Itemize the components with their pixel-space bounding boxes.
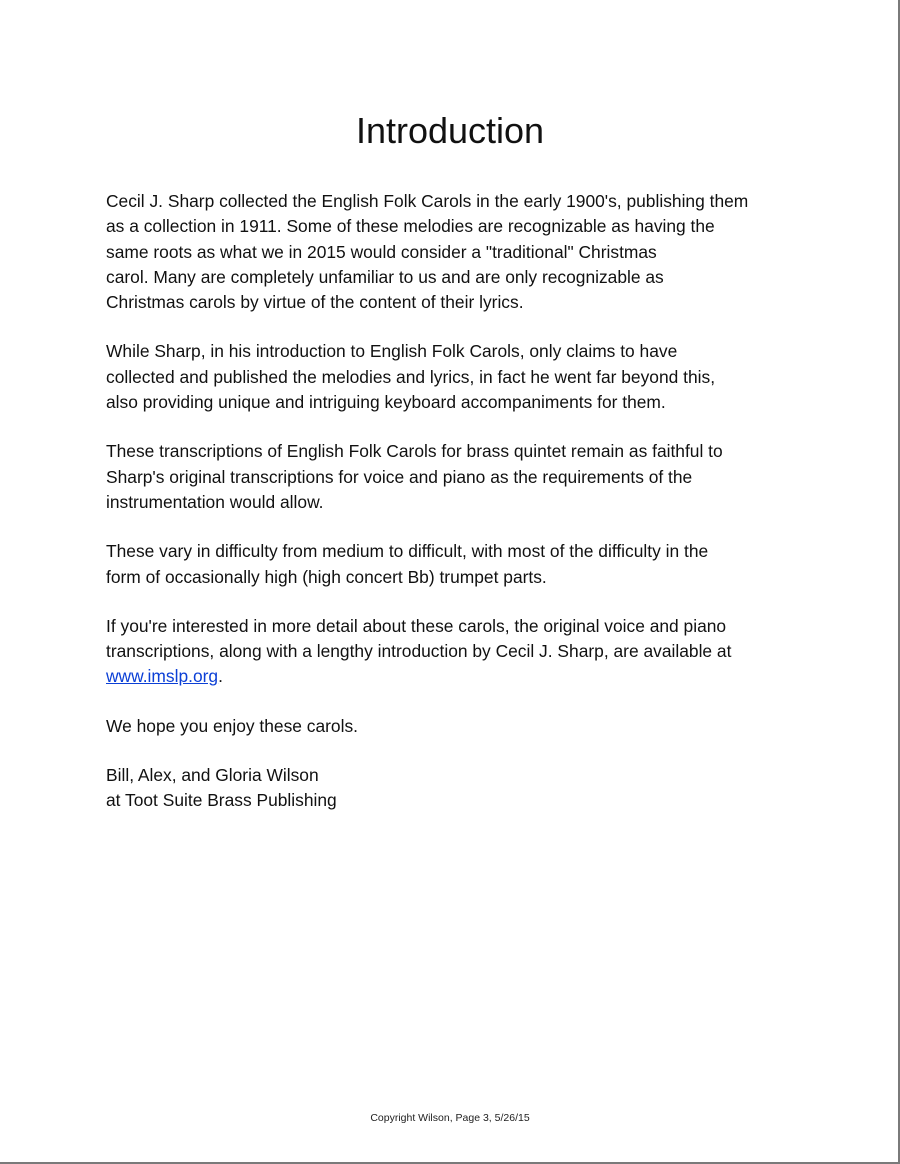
link-suffix: . <box>218 666 223 687</box>
paragraph-closing <box>106 714 806 739</box>
paragraph-signature <box>106 763 806 814</box>
paragraph-difficulty <box>106 539 806 590</box>
text-line: collected and published the melodies and lyrics, in fact he went far beyond this, <box>106 366 716 387</box>
text-line-with-link <box>106 664 806 689</box>
page-title: Introduction <box>355 110 545 151</box>
paragraph-more-detail <box>106 614 806 690</box>
text-line: transcriptions, along with a lengthy introduction by Cecil J. Sharp, are available at <box>106 641 732 662</box>
text-line: instrumentation would allow. <box>106 491 324 512</box>
text-line: also providing unique and intriguing keyboard accompaniments for them. <box>106 392 666 413</box>
paragraph-transcriptions <box>106 439 806 515</box>
text-line: If you're interested in more detail about these carols, the original voice and piano <box>106 615 727 636</box>
text-line: as a collection in 1911. Some of these melodies are recognizable as having the <box>106 216 715 237</box>
text-line: carol. Many are completely unfamiliar to us and are only recognizable as <box>106 266 664 287</box>
signature-publisher: at Toot Suite Brass Publishing <box>106 790 337 811</box>
text-line: Sharp's original transcriptions for voice and piano as the requirements of the <box>106 466 693 487</box>
page-footer: Copyright Wilson, Page 3, 5/26/15 <box>370 1112 530 1124</box>
paragraph-sharp-collection <box>106 189 806 315</box>
document-body <box>106 189 806 838</box>
text-line: We hope you enjoy these carols. <box>106 715 358 736</box>
text-line: same roots as what we in 2015 would consider a "traditional" Christmas <box>106 241 657 262</box>
signature-names: Bill, Alex, and Gloria Wilson <box>106 765 319 786</box>
text-line: form of occasionally high (high concert Bb) trumpet parts. <box>106 566 547 587</box>
text-line: These transcriptions of English Folk Carols for brass quintet remain as faithful to <box>106 441 723 462</box>
imslp-link[interactable]: www.imslp.org <box>106 666 219 687</box>
text-line: Cecil J. Sharp collected the English Folk Carols in the early 1900's, publishing them <box>106 191 749 211</box>
text-line: Christmas carols by virtue of the content of their lyrics. <box>106 292 524 313</box>
text-line: These vary in difficulty from medium to difficult, with most of the difficulty in the <box>106 541 709 562</box>
text-line: While Sharp, in his introduction to English Folk Carols, only claims to have <box>106 341 678 362</box>
paragraph-sharp-introduction <box>106 339 806 415</box>
